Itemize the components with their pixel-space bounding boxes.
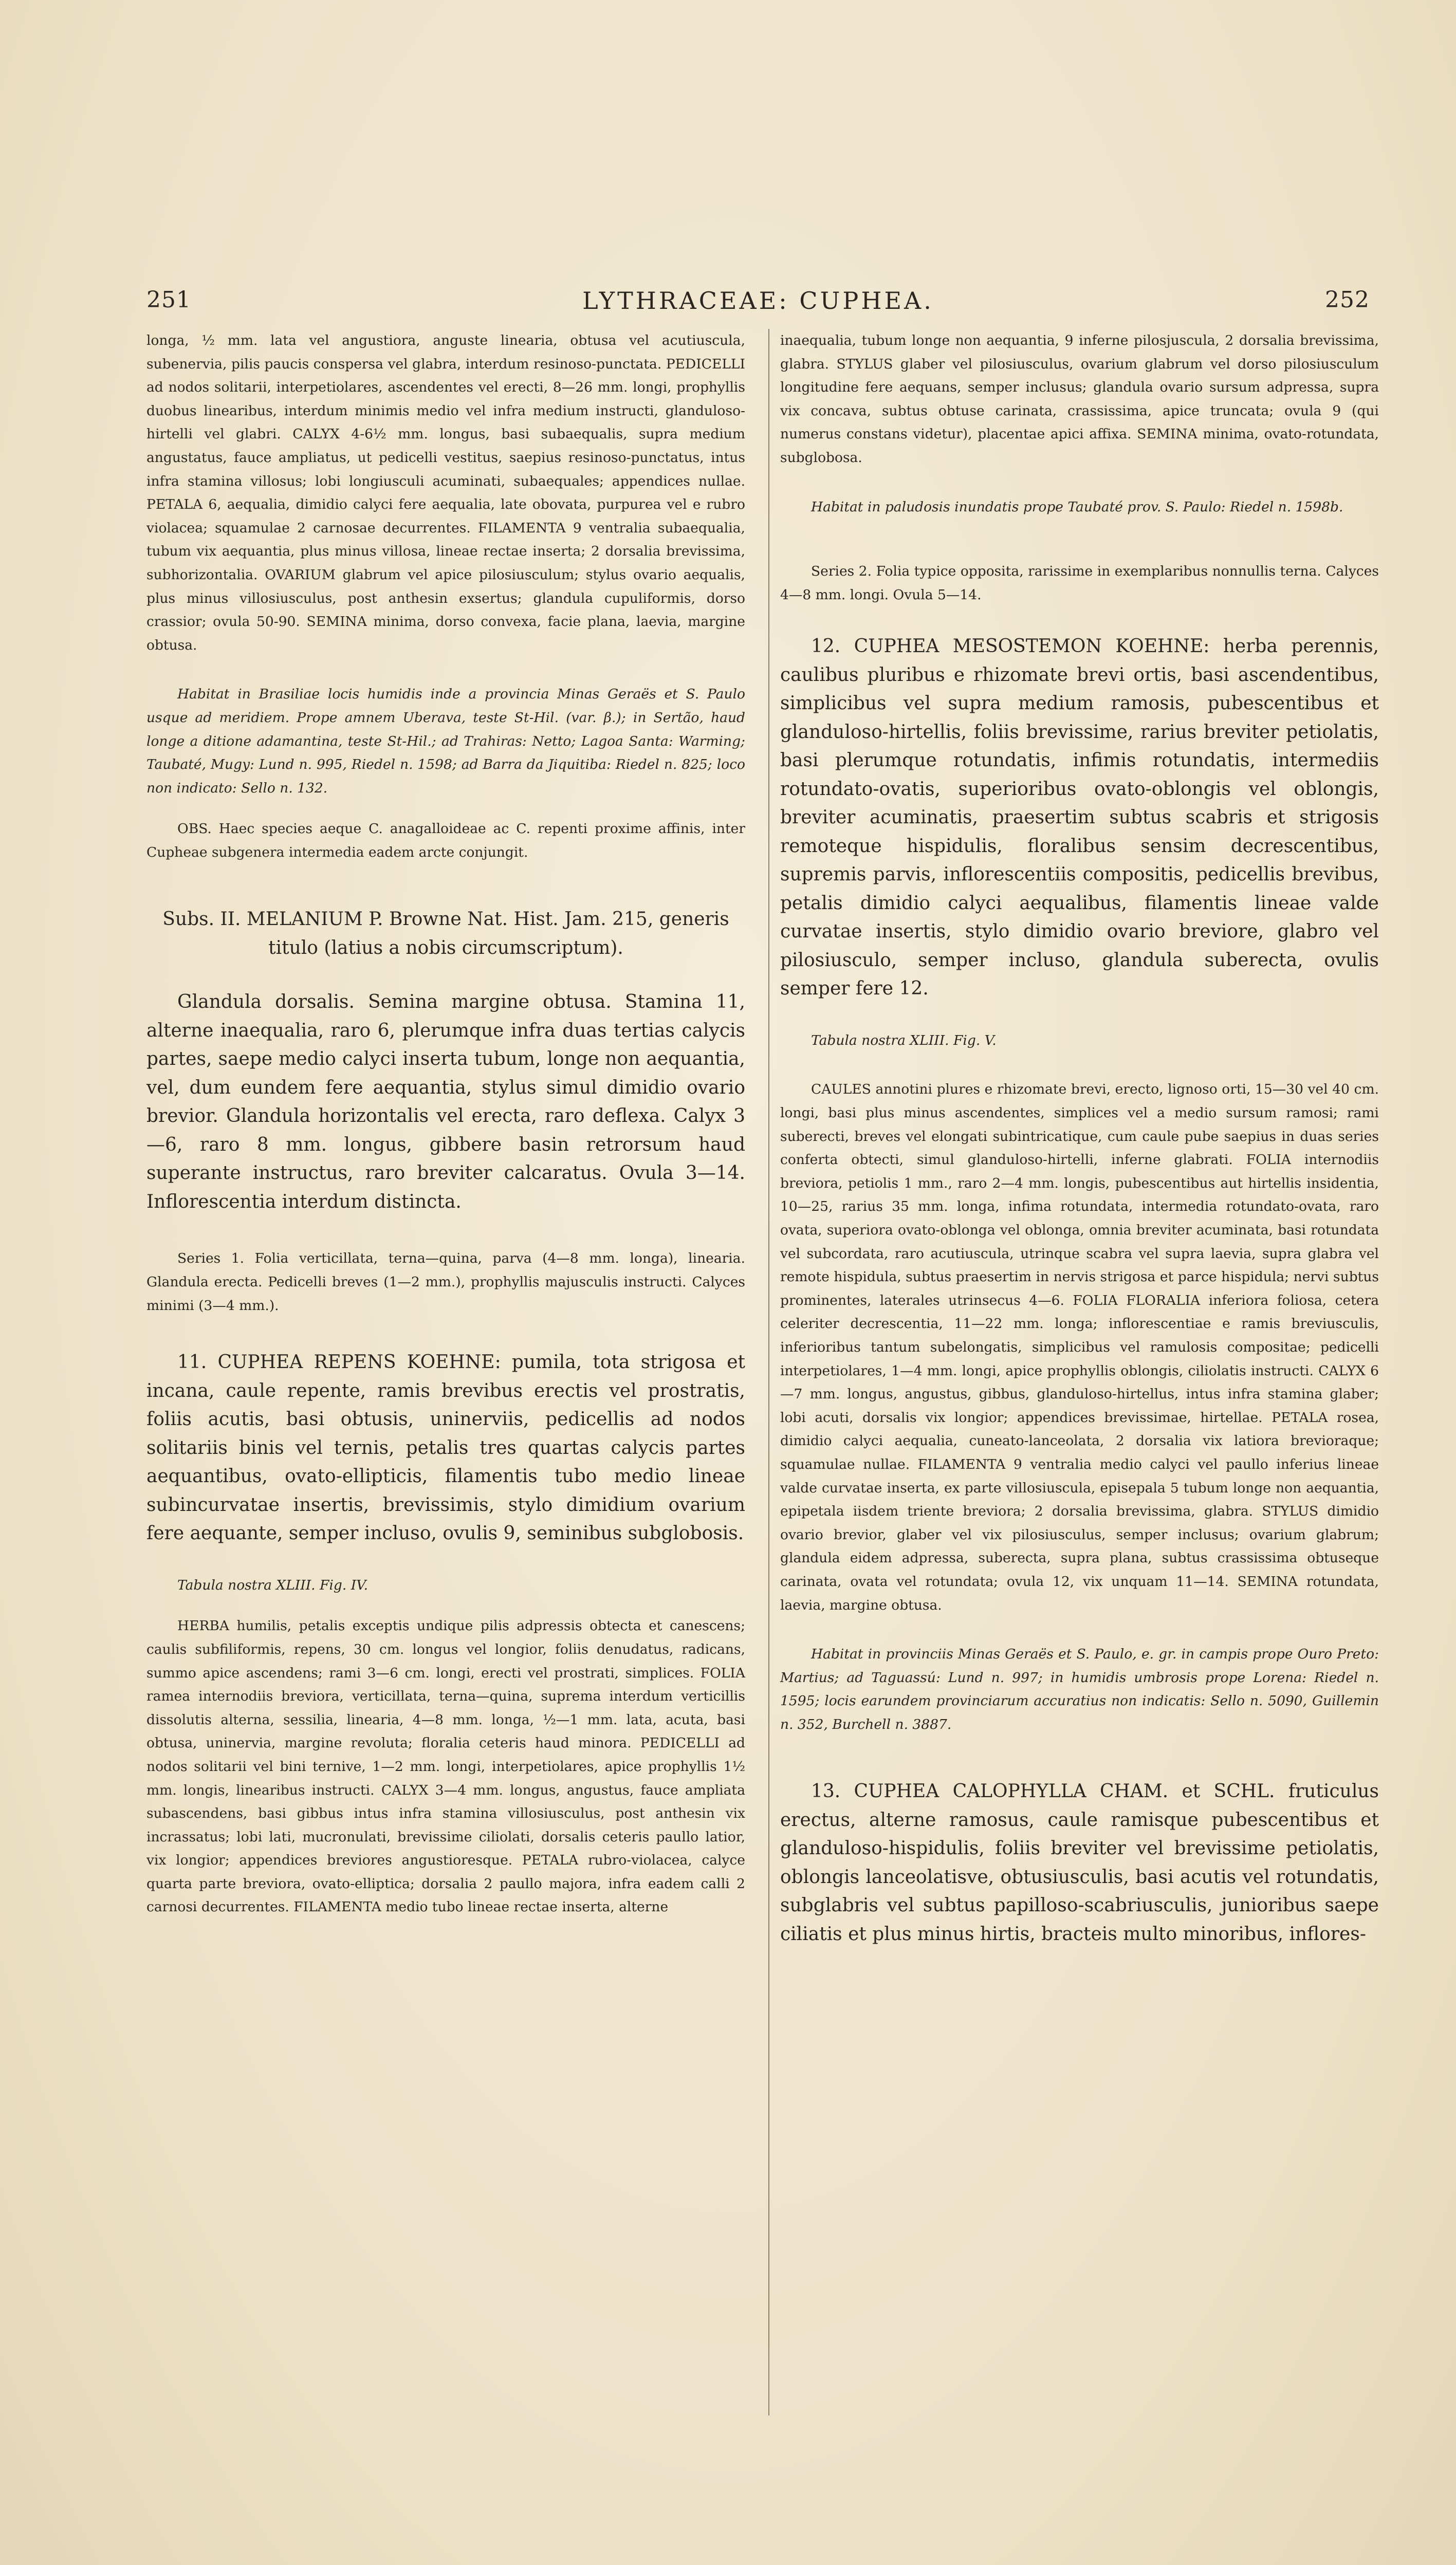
habitat-paragraph: Habitat in Brasiliae locis humidis inde a provincia Minas Geraës et S. Paulo usque ad meridiem. Prope amnem Uberava, teste St-Hil. (var. β.); in Sertão, haud longe a ditione adamantina, teste St-Hil.; ad Trahiras: Netto; Lagoa Santa: Warming; Taubaté, Mugy: Lund n. 995, Riedel n. 1598; ad Barra da Jiquitiba: Riedel n. 825; loco non indicato: Sello n. 132. [146,686,745,796]
running-title: LYTHRACEAE: CUPHEA. [582,287,934,315]
left-column [146,329,745,1919]
column-divider [768,329,769,2415]
species-11-description: HERBA humilis, petalis exceptis undique pilis adpressis obtecta et canescens; caulis subfiliformis, repens, 30 cm. longus vel longior, foliis denudatus, radicans, summo apice ascendens; rami 3—6 cm. longi, erecti vel prostrati, simplices. FOLIA ramea internodiis breviora, verticillata, terna—quina, suprema interdum verticillis dissolutis alterna, sessilia, linearia, 4—8 mm. longa, ½—1 mm. lata, acuta, basi obtusa, uninervia, margine revoluta; floralia ceteris haud minora. PEDICELLI ad nodos solitarii vel bini ternive, 1—2 mm. longi, interpetiolares, apice prophyllis 1½ mm. longis, linearibus instructi. CALYX 3—4 mm. longus, angustus, fauce ampliata subascendens, basi gibbus intus infra stamina villosiusculus, post anthesin vix incrassatus; lobi lati, mucronulati, brevissime ciliolati, dorsalis ceteris paullo latior, vix longior; appendices breviores angustioresque. PETALA rubro-violacea, calyce quarta parte breviora, ovato-elliptica; dorsalia 2 paullo majora, infra eadem calli 2 carnosi decurrentes. FILAMENTA medio tubo lineae rectae inserta, alterne [146,1618,745,1915]
series-1-description: Series 1. Folia verticillata, terna—quina, parva (4—8 mm. longa), linearia. Glandula erecta. Pedicelli breves (1—2 mm.), prophyllis majusculis instructi. Calyces minimi (3—4 mm.). [146,1250,745,1314]
species-13-diagnosis: 13. CUPHEA CALOPHYLLA CHAM. et SCHL. fruticulus erectus, alterne ramosus, caule ramisque pubescentibus et glanduloso-hispidulis, foliis breviter vel brevissime petiolatis, oblongis lanceolatisve, obtusiusculis, basi acutis vel rotundatis, subglabris vel subtus papilloso-scabriusculis, junioribus saepe ciliatis et plus minus hirtis, bracteis multo minoribus, inflores- [780,1781,1379,1945]
page-header [146,287,1370,323]
description-continued-right: inaequalia, tubum longe non aequantia, 9 inferne pilosjuscula, 2 dorsalia brevissima, glabra. STYLUS glaber vel pilosiusculus, ovarium glabrum vel dorso pilosiusculum longitudine fere aequans, semper inclusus; glandula ovario sursum adpressa, supra vix concava, subtus obtuse carinata, crassissima, apice truncata; ovula 9 (qui numerus constans videtur), placentae apici affixa. SEMINA minima, ovato-rotundata, subglobosa. [780,333,1379,466]
right-column [780,329,1379,1948]
species-12-description: CAULES annotini plures e rhizomate brevi, erecto, lignoso orti, 15—30 vel 40 cm. longi, basi plus minus ascendentes, simplices vel a medio sursum ramosi; rami suberecti, breves vel elongati subintricatique, cum caule pube saepius in duas series conferta obtecti, simul glanduloso-hirtelli, inferne glabrati. FOLIA internodiis breviora, petiolis 1 mm., raro 2—4 mm. longis, pubescentibus aut hirtellis insidentia, 10—25, rarius 35 mm. longa, infima rotundata, intermedia rotundato-ovata, raro ovata, superiora ovato-oblonga vel oblonga, omnia breviter acuminata, basi rotundata vel subcordata, raro acutiuscula, utrinque scabra vel supra laevia, supra glabra vel remote hispidula, subtus praesertim in nervis strigosa et parce hispidula; nervi subtus prominentes, laterales utrinsecus 4—6. FOLIA FLORALIA inferiora foliosa, cetera celeriter decrescentia, 11—22 mm. longa; inflorescentiae e ramis breviusculis, inferioribus tantum subelongatis, simplicibus vel ramulosis compositae; pedicelli interpetiolares, 1—4 mm. longi, apice prophyllis oblongis, ciliolatis instructi. CALYX 6—7 mm. longus, angustus, gibbus, glanduloso-hirtellus, intus infra stamina glaber; lobi acuti, dorsalis vix longior; appendices brevissimae, hirtellae. PETALA rosea, dimidio calyci aequalia, cuneato-lanceolata, 2 dorsalia vix latiora brevioraque; squamulae nullae. FILAMENTA 9 ventralia medio calyci vel paullo inferius lineae valde curvatae inserta, ex parte villosiuscula, episepala 5 tubum longe non aequantia, epipetala iisdem triente breviora; 2 dorsalia brevissima, glabra. STYLUS dimidio ovario brevior, glaber vel vix pilosiusculus, semper inclusus; ovarium glabrum; glandula eidem adpressa, suberecta, supra plana, subtus crassissima obtuseque carinata, ovata vel rotundata; ovula 12, vix unquam 11—14. SEMINA rotundata, laevia, margine obtusa. [780,1081,1379,1613]
observation-paragraph: OBS. Haec species aeque C. anagalloideae ac C. repenti proxime affinis, inter Cupheae subgenera intermedia eadem arcte conjungit. [146,821,745,860]
description-continued: longa, ½ mm. lata vel angustiora, anguste linearia, obtusa vel acutiuscula, subenervia, pilis paucis conspersa vel glabra, interdum resinoso-punctata. PEDICELLI ad nodos solitarii, interpetiolares, ascendentes vel erecti, 8—26 mm. longi, prophyllis duobus linearibus, interdum minimis medio vel infra medium instructi, glanduloso-hirtelli vel glabri. CALYX 4-6½ mm. longus, basi subaequalis, supra medium angustatus, fauce ampliatus, ut pedicelli vestitus, saepius resinoso-punctatus, intus infra stamina villosus; lobi longiusculi acuminati, subaequales; appendices nullae. PETALA 6, aequalia, dimidio calyci fere aequalia, late obovata, purpurea vel e rubro violacea; squamulae 2 carnosae decurrentes. FILAMENTA 9 ventralia subaequalia, tubum vix aequantia, plus minus villosa, lineae rectae inserta; 2 dorsalia brevissima, subhorizontalia. OVARIUM glabrum vel apice pilosiusculum; stylus ovario aequalis, plus minus villosiusculus, post anthesin exsertus; glandula cupuliformis, dorso crassior; ovula 50-90. SEMINA minima, dorso convexa, facie plana, laevia, margine obtusa. [146,333,745,653]
subsection-heading: Subs. II. MELANIUM P. Browne Nat. Hist. Jam. 215, generis titulo (latius a nobis circumscriptum). [162,909,729,958]
page-number-left: 251 [146,287,191,313]
plate-reference-12: Tabula nostra XLIII. Fig. V. [811,1032,997,1048]
plate-reference-11: Tabula nostra XLIII. Fig. IV. [177,1577,368,1593]
habitat-paragraph-11: Habitat in paludosis inundatis prope Taubaté prov. S. Paulo: Riedel n. 1598b. [811,499,1343,515]
species-12-diagnosis: 12. CUPHEA MESOSTEMON KOEHNE: herba perennis, caulibus pluribus e rhizomate brevi ortis, basi ascendentibus, simplicibus vel supra medium ramosis, pubescentibus et glanduloso-hirtellis, foliis brevissime, rarius breviter petiolatis, basi plerumque rotundatis, infimis rotundatis, intermediis rotundato-ovatis, superioribus ovato-oblongis vel oblongis, breviter acuminatis, praesertim subtus scabris et strigosis remoteque hispidulis, floralibus sensim decrescentibus, supremis parvis, inflorescentiis compositis, pedicellis brevibus, petalis dimidio calyci aequalibus, filamentis lineae valde curvatae insertis, stylo dimidio ovario breviore, glabro vel pilosiusculo, semper incluso, glandula suberecta, ovulis semper fere 12. [780,636,1379,1000]
series-2-description: Series 2. Folia typice opposita, rarissime in exemplaribus nonnullis terna. Calyces 4—8 mm. longi. Ovula 5—14. [780,563,1379,603]
species-11-diagnosis: 11. CUPHEA REPENS KOEHNE: pumila, tota strigosa et incana, caule repente, ramis brevibus erectis vel prostratis, foliis acutis, basi obtusis, uninerviis, pedicellis ad nodos solitariis binis vel ternis, petalis tres quartas calycis partes aequantibus, ovato-ellipticis, filamentis tubo medio lineae subincurvatae insertis, brevissimis, stylo dimidium ovarium fere aequante, semper incluso, ovulis 9, seminibus subglobosis. [146,1352,745,1544]
subsection-description: Glandula dorsalis. Semina margine obtusa. Stamina 11, alterne inaequalia, raro 6, plerumque infra duas tertias calycis partes, saepe medio calyci inserta tubum, longe non aequantia, vel, dum eundem fere aequantia, stylus simul dimidio ovario brevior. Glandula horizontalis vel erecta, raro deflexa. Calyx 3—6, raro 8 mm. longus, gibbere basin retrorsum haud superante instructus, raro breviter calcaratus. Ovula 3—14. Inflorescentia interdum distincta. [146,991,745,1212]
page-number-right: 252 [1325,287,1370,313]
habitat-paragraph-12: Habitat in provinciis Minas Geraës et S. Paulo, e. gr. in campis prope Ouro Preto: Martius; ad Taguassú: Lund n. 997; in humidis umbrosis prope Lorena: Riedel n. 1595; locis earundem provinciarum accuratius non indicatis: Sello n. 5090, Guillemin n. 352, Burchell n. 3887. [780,1646,1379,1732]
